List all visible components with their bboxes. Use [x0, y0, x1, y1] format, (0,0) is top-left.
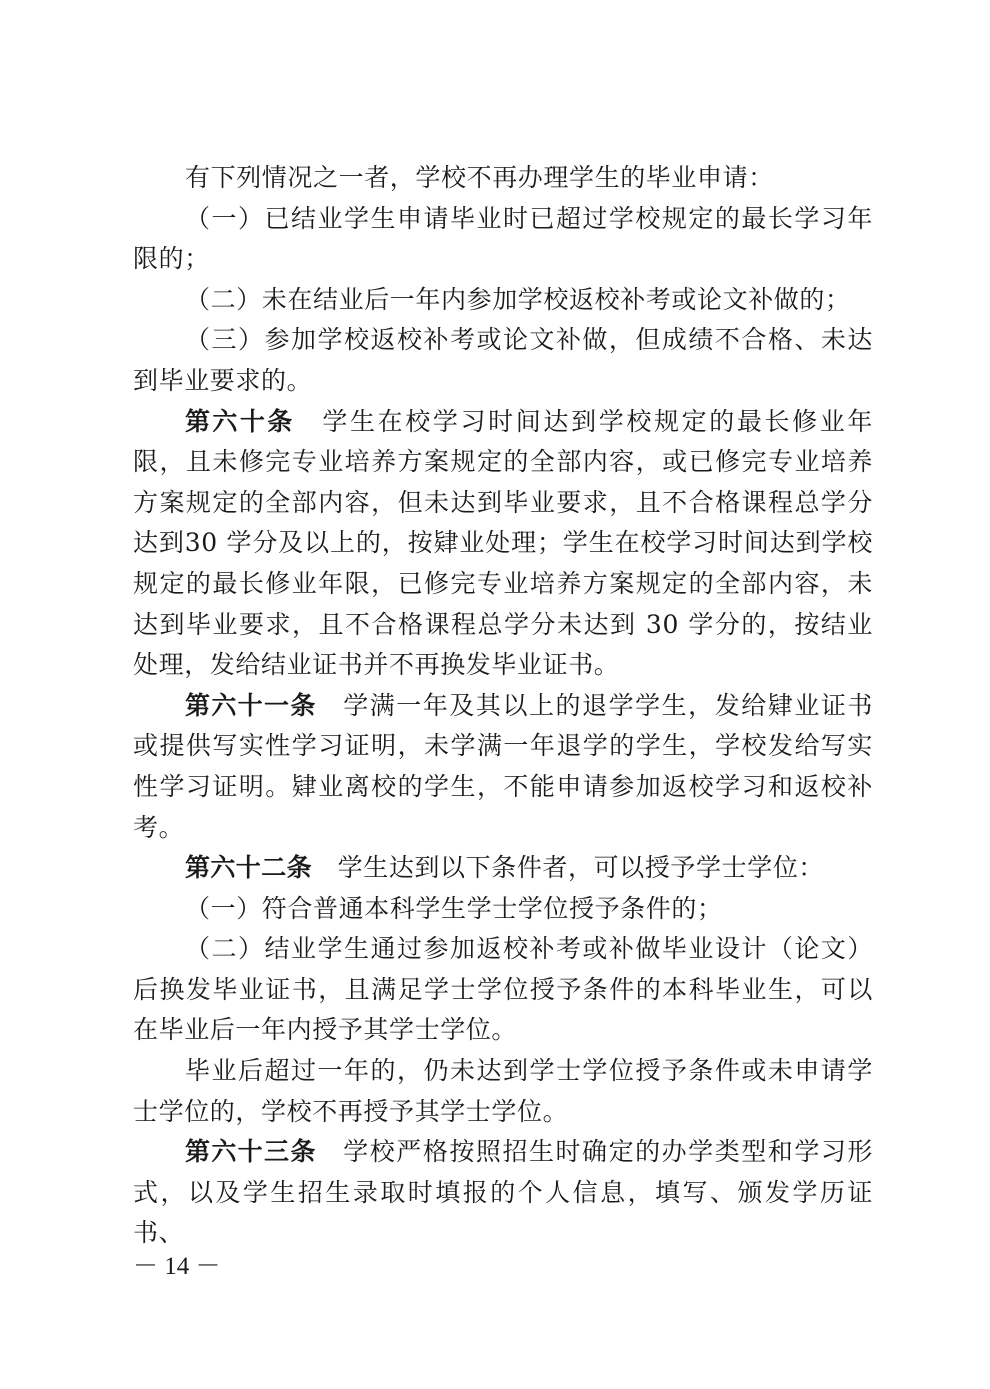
document-body [133, 158, 873, 1254]
paragraph [133, 158, 873, 199]
article-paragraph [133, 686, 873, 848]
article-heading: 第六十条 [185, 406, 295, 436]
article-heading: 第六十三条 [185, 1137, 317, 1167]
paragraph-text: 学生达到以下条件者，可以授予学士学位： [337, 853, 825, 883]
list-item [133, 929, 873, 1051]
heading-spacer [317, 1137, 344, 1166]
article-paragraph [133, 1132, 873, 1254]
paragraph-text: （三）参加学校返校补考或论文补做，但成绩不合格、未达到毕业要求的。 [133, 325, 873, 395]
article-heading: 第六十二条 [185, 853, 313, 883]
paragraph-text: （一）符合普通本科学生学士学位授予条件的； [185, 893, 723, 923]
heading-spacer [295, 407, 323, 436]
article-paragraph [133, 402, 873, 686]
heading-spacer [312, 853, 338, 882]
paragraph-text: （二）结业学生通过参加返校补考或补做毕业设计（论文）后换发毕业证书，且满足学士学位授予条件的本科毕业生，可以在毕业后一年内授予其学士学位。 [133, 934, 873, 1045]
paragraph-text: （二）未在结业后一年内参加学校返校补考或论文补做的； [185, 284, 851, 314]
article-heading: 第六十一条 [185, 690, 317, 720]
paragraph-text: （一）已结业学生申请毕业时已超过学校规定的最长学习年限的； [133, 203, 873, 274]
paragraph-text: 学满一年及其以上的退学学生，发给肄业证书或提供写实性学习证明，未学满一年退学的学生，学校发给写实性学习证明。肄业离校的学生，不能申请参加返校学习和返校补考。 [133, 690, 873, 842]
page-number: － 14 － [133, 1253, 221, 1280]
list-item [133, 889, 873, 930]
list-item [133, 199, 873, 280]
list-item [133, 280, 873, 321]
paragraph-text: 毕业后超过一年的，仍未达到学士学位授予条件或未申请学士学位的，学校不再授予其学士学位。 [133, 1056, 873, 1126]
paragraph-text: 学生在校学习时间达到学校规定的最长修业年限，且未修完专业培养方案规定的全部内容，或已修完专业培养方案规定的全部内容，但未达到毕业要求，且不合格课程总学分达到30 学分及以上的，按肄业处理；学生在校学习时间达到学校规定的最长修业年限，已修完专业培养方案规定的全部内容，未达到毕业要求，且不合格课程总学分未达到 30 学分的，按结业处理，发给结业证书并不再换发毕业证书。 [133, 406, 873, 680]
heading-spacer [317, 691, 344, 720]
paragraph [133, 1051, 873, 1132]
paragraph-text: 学校严格按照招生时确定的办学类型和学习形式，以及学生招生录取时填报的个人信息，填写、颁发学历证书、 [133, 1137, 873, 1248]
paragraph-text: 有下列情况之一者，学校不再办理学生的毕业申请： [185, 163, 774, 192]
article-paragraph [133, 848, 873, 889]
list-item [133, 320, 873, 401]
